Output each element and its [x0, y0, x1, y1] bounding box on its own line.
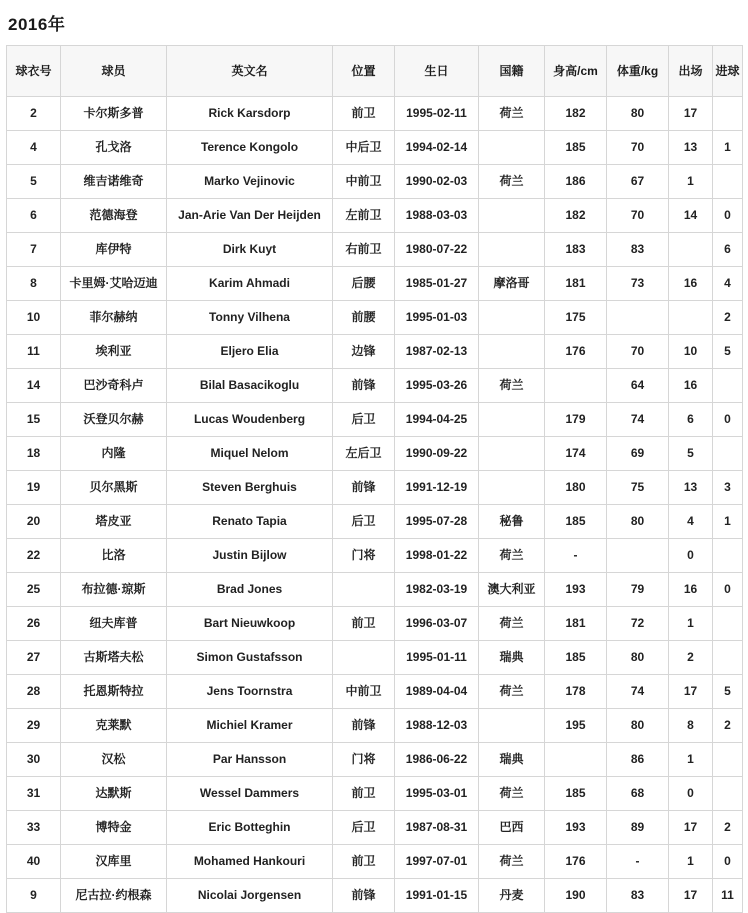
cell-nationality [479, 335, 545, 369]
header-birthday: 生日 [395, 46, 479, 97]
cell-weight: 74 [607, 675, 669, 709]
cell-birthday: 1985-01-27 [395, 267, 479, 301]
cell-shirt-number: 26 [7, 607, 61, 641]
cell-position: 前腰 [333, 301, 395, 335]
cell-position [333, 641, 395, 675]
table-row [7, 233, 743, 267]
cell-height: 178 [545, 675, 607, 709]
cell-appearances: 4 [669, 505, 713, 539]
table-row [7, 267, 743, 301]
cell-position: 后卫 [333, 505, 395, 539]
cell-position: 前锋 [333, 369, 395, 403]
cell-weight: 79 [607, 573, 669, 607]
cell-nationality: 荷兰 [479, 165, 545, 199]
cell-birthday: 1987-08-31 [395, 811, 479, 845]
cell-nationality [479, 301, 545, 335]
cell-shirt-number: 10 [7, 301, 61, 335]
cell-birthday: 1990-02-03 [395, 165, 479, 199]
cell-player-name-cn: 托恩斯特拉 [61, 675, 167, 709]
cell-position [333, 573, 395, 607]
cell-position: 左后卫 [333, 437, 395, 471]
header-shirt-number: 球衣号 [7, 46, 61, 97]
cell-birthday: 1994-04-25 [395, 403, 479, 437]
cell-birthday: 1994-02-14 [395, 131, 479, 165]
cell-height: 190 [545, 879, 607, 913]
cell-shirt-number: 15 [7, 403, 61, 437]
cell-appearances: 16 [669, 573, 713, 607]
cell-nationality: 澳大利亚 [479, 573, 545, 607]
cell-birthday: 1989-04-04 [395, 675, 479, 709]
cell-height: 179 [545, 403, 607, 437]
cell-goals [713, 641, 743, 675]
cell-appearances: 13 [669, 471, 713, 505]
cell-player-name-cn: 维吉诺维奇 [61, 165, 167, 199]
cell-player-name-cn: 菲尔赫纳 [61, 301, 167, 335]
cell-player-name-en: Renato Tapia [167, 505, 333, 539]
cell-height: 181 [545, 607, 607, 641]
cell-player-name-cn: 纽夫库普 [61, 607, 167, 641]
cell-player-name-en: Eric Botteghin [167, 811, 333, 845]
cell-nationality: 荷兰 [479, 845, 545, 879]
cell-goals [713, 743, 743, 777]
table-row [7, 845, 743, 879]
cell-position: 前卫 [333, 777, 395, 811]
cell-shirt-number: 28 [7, 675, 61, 709]
cell-player-name-en: Rick Karsdorp [167, 97, 333, 131]
cell-weight: 72 [607, 607, 669, 641]
cell-position: 前锋 [333, 471, 395, 505]
cell-nationality [479, 131, 545, 165]
cell-nationality: 瑞典 [479, 641, 545, 675]
table-row [7, 505, 743, 539]
table-row [7, 199, 743, 233]
cell-nationality: 摩洛哥 [479, 267, 545, 301]
cell-position: 前卫 [333, 97, 395, 131]
cell-birthday: 1995-01-11 [395, 641, 479, 675]
cell-birthday: 1995-02-11 [395, 97, 479, 131]
cell-position: 前卫 [333, 845, 395, 879]
cell-player-name-cn: 古斯塔夫松 [61, 641, 167, 675]
cell-appearances: 16 [669, 369, 713, 403]
header-goals: 进球 [713, 46, 743, 97]
cell-birthday: 1988-03-03 [395, 199, 479, 233]
cell-appearances: 10 [669, 335, 713, 369]
cell-height: 193 [545, 573, 607, 607]
cell-goals: 4 [713, 267, 743, 301]
cell-position: 边锋 [333, 335, 395, 369]
table-row [7, 641, 743, 675]
cell-appearances: 17 [669, 811, 713, 845]
cell-player-name-cn: 埃利亚 [61, 335, 167, 369]
cell-appearances: 17 [669, 675, 713, 709]
cell-position: 门将 [333, 539, 395, 573]
cell-player-name-en: Tonny Vilhena [167, 301, 333, 335]
cell-position: 前卫 [333, 607, 395, 641]
cell-weight [607, 301, 669, 335]
cell-player-name-cn: 汉库里 [61, 845, 167, 879]
cell-goals: 0 [713, 845, 743, 879]
cell-height: 176 [545, 335, 607, 369]
header-player: 球员 [61, 46, 167, 97]
cell-nationality: 丹麦 [479, 879, 545, 913]
cell-weight: 75 [607, 471, 669, 505]
cell-height: 182 [545, 199, 607, 233]
table-row [7, 743, 743, 777]
table-row [7, 97, 743, 131]
cell-goals: 1 [713, 131, 743, 165]
cell-nationality: 荷兰 [479, 675, 545, 709]
roster-table [6, 45, 743, 913]
cell-goals [713, 607, 743, 641]
cell-player-name-en: Nicolai Jorgensen [167, 879, 333, 913]
cell-weight: 69 [607, 437, 669, 471]
cell-player-name-en: Jens Toornstra [167, 675, 333, 709]
cell-weight: 89 [607, 811, 669, 845]
cell-height: 193 [545, 811, 607, 845]
cell-height: 180 [545, 471, 607, 505]
cell-shirt-number: 4 [7, 131, 61, 165]
cell-height: 175 [545, 301, 607, 335]
cell-birthday: 1995-03-01 [395, 777, 479, 811]
cell-weight: 74 [607, 403, 669, 437]
table-row [7, 471, 743, 505]
cell-goals [713, 539, 743, 573]
cell-birthday: 1997-07-01 [395, 845, 479, 879]
cell-weight: 68 [607, 777, 669, 811]
cell-position: 前锋 [333, 879, 395, 913]
cell-player-name-en: Par Hansson [167, 743, 333, 777]
cell-appearances: 2 [669, 641, 713, 675]
cell-birthday: 1991-01-15 [395, 879, 479, 913]
cell-weight: 70 [607, 131, 669, 165]
cell-nationality: 荷兰 [479, 539, 545, 573]
cell-player-name-en: Justin Bijlow [167, 539, 333, 573]
cell-player-name-cn: 范德海登 [61, 199, 167, 233]
cell-position: 中前卫 [333, 165, 395, 199]
cell-weight: 73 [607, 267, 669, 301]
cell-birthday: 1988-12-03 [395, 709, 479, 743]
cell-height [545, 369, 607, 403]
table-row [7, 709, 743, 743]
cell-weight: 80 [607, 97, 669, 131]
cell-birthday: 1987-02-13 [395, 335, 479, 369]
cell-player-name-en: Steven Berghuis [167, 471, 333, 505]
cell-shirt-number: 19 [7, 471, 61, 505]
cell-nationality: 瑞典 [479, 743, 545, 777]
table-row [7, 879, 743, 913]
cell-player-name-en: Bart Nieuwkoop [167, 607, 333, 641]
cell-nationality: 荷兰 [479, 97, 545, 131]
cell-player-name-en: Jan-Arie Van Der Heijden [167, 199, 333, 233]
cell-appearances [669, 233, 713, 267]
cell-nationality [479, 437, 545, 471]
header-weight: 体重/kg [607, 46, 669, 97]
cell-shirt-number: 31 [7, 777, 61, 811]
cell-player-name-en: Lucas Woudenberg [167, 403, 333, 437]
cell-player-name-cn: 内隆 [61, 437, 167, 471]
cell-player-name-cn: 达默斯 [61, 777, 167, 811]
cell-weight: 80 [607, 709, 669, 743]
cell-birthday: 1982-03-19 [395, 573, 479, 607]
cell-goals: 6 [713, 233, 743, 267]
cell-nationality: 荷兰 [479, 777, 545, 811]
cell-player-name-cn: 布拉德·琼斯 [61, 573, 167, 607]
cell-birthday: 1991-12-19 [395, 471, 479, 505]
cell-goals [713, 97, 743, 131]
cell-nationality: 巴西 [479, 811, 545, 845]
cell-weight: - [607, 845, 669, 879]
cell-player-name-en: Mohamed Hankouri [167, 845, 333, 879]
cell-nationality: 秘鲁 [479, 505, 545, 539]
cell-player-name-en: Terence Kongolo [167, 131, 333, 165]
cell-player-name-cn: 汉松 [61, 743, 167, 777]
table-row [7, 437, 743, 471]
cell-height [545, 743, 607, 777]
cell-position: 门将 [333, 743, 395, 777]
cell-height: 195 [545, 709, 607, 743]
cell-goals: 2 [713, 709, 743, 743]
cell-height: 174 [545, 437, 607, 471]
cell-weight: 70 [607, 199, 669, 233]
cell-player-name-en: Simon Gustafsson [167, 641, 333, 675]
table-row [7, 131, 743, 165]
cell-player-name-cn: 克莱默 [61, 709, 167, 743]
cell-player-name-en: Marko Vejinovic [167, 165, 333, 199]
header-row [7, 46, 743, 97]
cell-goals: 0 [713, 403, 743, 437]
table-header [7, 46, 743, 97]
cell-appearances: 0 [669, 777, 713, 811]
cell-player-name-cn: 巴沙奇科卢 [61, 369, 167, 403]
cell-position: 前锋 [333, 709, 395, 743]
cell-shirt-number: 22 [7, 539, 61, 573]
table-body [7, 97, 743, 913]
table-row [7, 301, 743, 335]
cell-shirt-number: 20 [7, 505, 61, 539]
cell-appearances: 1 [669, 607, 713, 641]
cell-birthday: 1995-01-03 [395, 301, 479, 335]
cell-player-name-cn: 博特金 [61, 811, 167, 845]
cell-shirt-number: 6 [7, 199, 61, 233]
cell-appearances: 8 [669, 709, 713, 743]
cell-player-name-cn: 库伊特 [61, 233, 167, 267]
cell-shirt-number: 7 [7, 233, 61, 267]
cell-nationality [479, 709, 545, 743]
cell-weight: 80 [607, 641, 669, 675]
cell-shirt-number: 30 [7, 743, 61, 777]
header-english-name: 英文名 [167, 46, 333, 97]
cell-player-name-cn: 沃登贝尔赫 [61, 403, 167, 437]
cell-goals: 11 [713, 879, 743, 913]
cell-player-name-cn: 孔戈洛 [61, 131, 167, 165]
cell-birthday: 1980-07-22 [395, 233, 479, 267]
table-row [7, 573, 743, 607]
cell-appearances: 0 [669, 539, 713, 573]
cell-appearances: 17 [669, 97, 713, 131]
cell-player-name-cn: 卡里姆·艾哈迈迪 [61, 267, 167, 301]
table-row [7, 607, 743, 641]
cell-weight: 64 [607, 369, 669, 403]
cell-appearances: 1 [669, 165, 713, 199]
cell-shirt-number: 25 [7, 573, 61, 607]
cell-height: 185 [545, 505, 607, 539]
cell-shirt-number: 2 [7, 97, 61, 131]
cell-weight: 86 [607, 743, 669, 777]
cell-birthday: 1998-01-22 [395, 539, 479, 573]
cell-goals: 3 [713, 471, 743, 505]
cell-shirt-number: 11 [7, 335, 61, 369]
page-title: 2016年 [8, 15, 66, 34]
table-row [7, 335, 743, 369]
cell-birthday: 1995-07-28 [395, 505, 479, 539]
cell-weight: 80 [607, 505, 669, 539]
cell-shirt-number: 8 [7, 267, 61, 301]
cell-goals: 2 [713, 301, 743, 335]
cell-player-name-en: Bilal Basacikoglu [167, 369, 333, 403]
cell-appearances: 5 [669, 437, 713, 471]
table-row [7, 403, 743, 437]
cell-player-name-en: Wessel Dammers [167, 777, 333, 811]
table-row [7, 369, 743, 403]
cell-height: 181 [545, 267, 607, 301]
cell-appearances: 1 [669, 743, 713, 777]
cell-goals: 1 [713, 505, 743, 539]
cell-weight [607, 539, 669, 573]
cell-player-name-cn: 贝尔黑斯 [61, 471, 167, 505]
cell-weight: 67 [607, 165, 669, 199]
cell-player-name-en: Michiel Kramer [167, 709, 333, 743]
cell-birthday: 1990-09-22 [395, 437, 479, 471]
cell-appearances: 16 [669, 267, 713, 301]
cell-goals: 2 [713, 811, 743, 845]
cell-weight: 83 [607, 879, 669, 913]
cell-shirt-number: 27 [7, 641, 61, 675]
header-position: 位置 [333, 46, 395, 97]
cell-player-name-cn: 卡尔斯多普 [61, 97, 167, 131]
cell-player-name-cn: 比洛 [61, 539, 167, 573]
cell-player-name-en: Miquel Nelom [167, 437, 333, 471]
cell-goals [713, 437, 743, 471]
table-row [7, 539, 743, 573]
header-height: 身高/cm [545, 46, 607, 97]
cell-birthday: 1996-03-07 [395, 607, 479, 641]
cell-weight: 83 [607, 233, 669, 267]
cell-height: 185 [545, 777, 607, 811]
cell-height: - [545, 539, 607, 573]
cell-player-name-en: Karim Ahmadi [167, 267, 333, 301]
cell-appearances: 17 [669, 879, 713, 913]
cell-position: 后卫 [333, 811, 395, 845]
table-row [7, 675, 743, 709]
cell-position: 后腰 [333, 267, 395, 301]
cell-position: 中后卫 [333, 131, 395, 165]
cell-height: 185 [545, 131, 607, 165]
cell-shirt-number: 9 [7, 879, 61, 913]
header-appearances: 出场 [669, 46, 713, 97]
cell-nationality: 荷兰 [479, 607, 545, 641]
cell-position: 左前卫 [333, 199, 395, 233]
cell-position: 后卫 [333, 403, 395, 437]
cell-appearances: 14 [669, 199, 713, 233]
header-nationality: 国籍 [479, 46, 545, 97]
cell-appearances: 6 [669, 403, 713, 437]
cell-weight: 70 [607, 335, 669, 369]
cell-goals [713, 369, 743, 403]
cell-nationality [479, 199, 545, 233]
cell-player-name-en: Brad Jones [167, 573, 333, 607]
cell-nationality: 荷兰 [479, 369, 545, 403]
cell-appearances [669, 301, 713, 335]
cell-height: 182 [545, 97, 607, 131]
cell-nationality [479, 233, 545, 267]
cell-goals: 5 [713, 675, 743, 709]
table-row [7, 777, 743, 811]
cell-position: 中前卫 [333, 675, 395, 709]
cell-goals [713, 777, 743, 811]
cell-nationality [479, 403, 545, 437]
cell-player-name-en: Eljero Elia [167, 335, 333, 369]
cell-height: 183 [545, 233, 607, 267]
cell-appearances: 13 [669, 131, 713, 165]
cell-goals [713, 165, 743, 199]
cell-player-name-en: Dirk Kuyt [167, 233, 333, 267]
cell-goals: 0 [713, 573, 743, 607]
cell-nationality [479, 471, 545, 505]
cell-shirt-number: 5 [7, 165, 61, 199]
cell-position: 右前卫 [333, 233, 395, 267]
cell-goals: 0 [713, 199, 743, 233]
cell-shirt-number: 14 [7, 369, 61, 403]
table-row [7, 165, 743, 199]
cell-player-name-cn: 塔皮亚 [61, 505, 167, 539]
cell-height: 176 [545, 845, 607, 879]
cell-appearances: 1 [669, 845, 713, 879]
cell-height: 186 [545, 165, 607, 199]
cell-player-name-cn: 尼古拉·约根森 [61, 879, 167, 913]
cell-shirt-number: 40 [7, 845, 61, 879]
cell-birthday: 1995-03-26 [395, 369, 479, 403]
cell-shirt-number: 33 [7, 811, 61, 845]
cell-shirt-number: 18 [7, 437, 61, 471]
cell-goals: 5 [713, 335, 743, 369]
cell-birthday: 1986-06-22 [395, 743, 479, 777]
cell-height: 185 [545, 641, 607, 675]
cell-shirt-number: 29 [7, 709, 61, 743]
